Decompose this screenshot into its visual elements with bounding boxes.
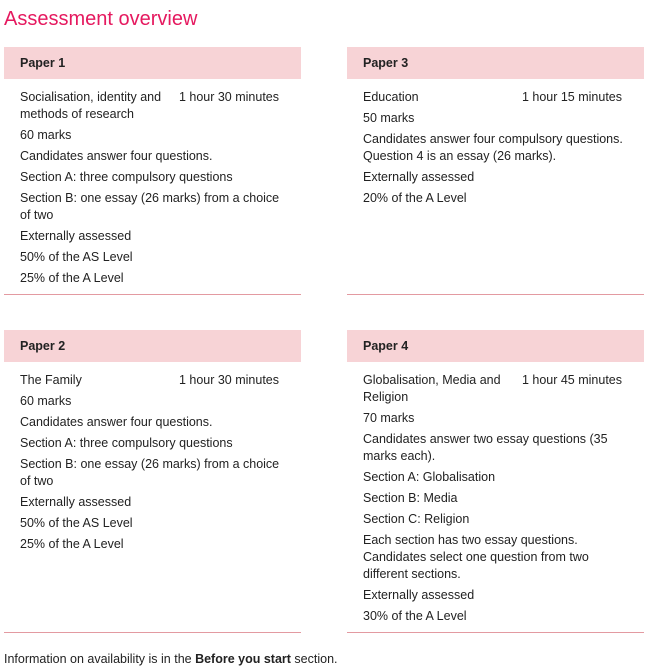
paper-summary [363, 372, 644, 406]
paper-header: Paper 4 [347, 330, 644, 362]
paper-card [4, 330, 301, 565]
paper-summary [20, 89, 301, 123]
paper-detail: Section B: Media [363, 491, 458, 505]
paper-detail: Externally assessed [363, 588, 475, 602]
paper-summary [363, 89, 644, 106]
paper-header: Paper 1 [4, 47, 301, 79]
paper-body [347, 362, 644, 637]
paper-detail: 50% of the AS Level [20, 250, 133, 264]
paper-header: Paper 3 [347, 47, 644, 79]
page-title: Assessment overview [4, 8, 198, 30]
paper-detail: 70 marks [363, 411, 415, 425]
paper-detail: Candidates answer two essay questions (35 marks each). [363, 432, 608, 463]
paper-card [347, 330, 644, 637]
card-divider [347, 294, 644, 295]
paper-detail: Externally assessed [20, 229, 132, 243]
paper-detail: 60 marks [20, 394, 72, 408]
paper-detail: Each section has two essay questions. Candidates select one question from two different sections. [363, 533, 589, 581]
card-divider [347, 632, 644, 633]
paper-header: Paper 2 [4, 330, 301, 362]
paper-name: Education [363, 90, 419, 104]
paper-duration: 1 hour 15 minutes [521, 90, 622, 104]
paper-detail: Candidates answer four questions. [20, 149, 213, 163]
paper-card [4, 47, 301, 299]
paper-detail: 50% of the AS Level [20, 516, 133, 530]
availability-note [4, 651, 338, 668]
card-divider [4, 632, 301, 633]
paper-name: The Family [20, 373, 82, 387]
paper-detail: Externally assessed [363, 170, 475, 184]
paper-detail: 50 marks [363, 111, 415, 125]
card-divider [4, 294, 301, 295]
paper-detail: Section A: Globalisation [363, 470, 496, 484]
paper-detail: Section A: three compulsory questions [20, 170, 233, 184]
paper-detail: Externally assessed [20, 495, 132, 509]
availability-note-suffix: section. [290, 652, 338, 666]
paper-detail: 30% of the A Level [363, 609, 467, 623]
before-you-start-reference: Before you start [195, 652, 291, 666]
paper-name: Globalisation, Media and Religion [363, 373, 501, 404]
paper-body [4, 362, 301, 565]
paper-duration: 1 hour 30 minutes [178, 90, 279, 104]
paper-summary [20, 372, 301, 389]
paper-detail: 60 marks [20, 128, 72, 142]
availability-note-prefix: Information on availability is in the [4, 652, 196, 666]
paper-card [347, 47, 644, 219]
paper-detail: Section C: Religion [363, 512, 470, 526]
paper-duration: 1 hour 45 minutes [521, 373, 622, 387]
paper-detail: Section A: three compulsory questions [20, 436, 233, 450]
paper-detail: Section B: one essay (26 marks) from a choice of two [20, 191, 280, 222]
paper-name: Socialisation, identity and methods of research [20, 90, 162, 121]
paper-body [347, 79, 644, 219]
paper-detail: 25% of the A Level [20, 271, 124, 285]
paper-detail: 20% of the A Level [363, 191, 467, 205]
paper-detail: Candidates answer four compulsory questions. Question 4 is an essay (26 marks). [363, 132, 623, 163]
paper-body [4, 79, 301, 299]
paper-duration: 1 hour 30 minutes [178, 373, 279, 387]
paper-detail: 25% of the A Level [20, 537, 124, 551]
paper-detail: Candidates answer four questions. [20, 415, 213, 429]
paper-detail: Section B: one essay (26 marks) from a choice of two [20, 457, 280, 488]
